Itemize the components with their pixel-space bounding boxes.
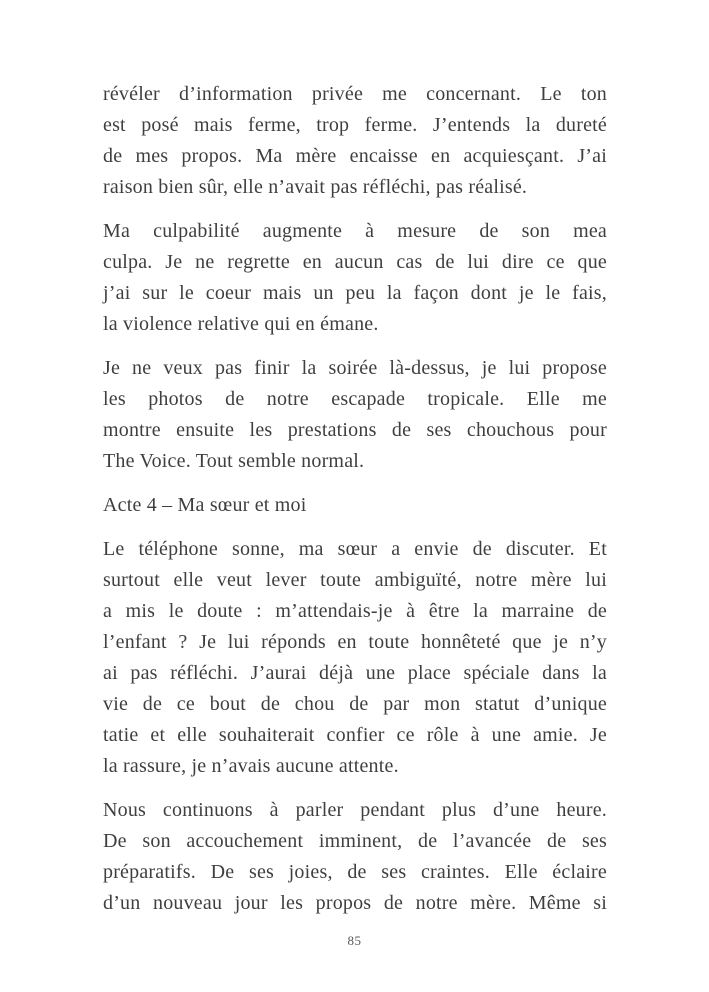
paragraph: [103, 79, 607, 203]
page-text: [103, 79, 607, 932]
text-line: Acte 4 – Ma sœur et moi: [103, 494, 307, 516]
text-line: tatie et elle souhaiterait confier ce rôle à une amie. Je: [103, 724, 607, 746]
text-line: vie de ce bout de chou de par mon statut d’unique: [103, 693, 607, 715]
text-line: la rassure, je n’avais aucune attente.: [103, 755, 399, 777]
paragraph: [103, 216, 607, 340]
text-line: la violence relative qui en émane.: [103, 313, 379, 335]
text-line: surtout elle veut lever toute ambiguïté, notre mère lui: [103, 569, 607, 591]
text-line: est posé mais ferme, trop ferme. J’entends la dureté: [103, 114, 607, 136]
text-line: raison bien sûr, elle n’avait pas réfléchi, pas réalisé.: [103, 176, 528, 198]
text-line: l’enfant ? Je lui réponds en toute honnêteté que je n’y: [103, 631, 607, 653]
text-line: préparatifs. De ses joies, de ses craintes. Elle éclaire: [103, 861, 607, 883]
text-line: Je ne veux pas finir la soirée là-dessus, je lui propose: [103, 357, 607, 379]
section-heading: [103, 490, 607, 521]
text-line: révéler d’information privée me concernant. Le ton: [103, 83, 607, 105]
text-line: d’un nouveau jour les propos de notre mère. Même si: [103, 892, 607, 914]
paragraph: [103, 534, 607, 782]
text-line: De son accouchement imminent, de l’avancée de ses: [103, 830, 607, 852]
text-line: les photos de notre escapade tropicale. Elle me: [103, 388, 607, 410]
text-line: The Voice. Tout semble normal.: [103, 450, 365, 472]
paragraph: [103, 353, 607, 477]
text-line: ai pas réfléchi. J’aurai déjà une place spéciale dans la: [103, 662, 607, 684]
text-line: de mes propos. Ma mère encaisse en acquiesçant. J’ai: [103, 145, 607, 167]
text-line: j’ai sur le coeur mais un peu la façon dont je le fais,: [103, 282, 607, 304]
text-line: Le téléphone sonne, ma sœur a envie de discuter. Et: [103, 538, 607, 560]
text-line: a mis le doute : m’attendais-je à être la marraine de: [103, 600, 607, 622]
text-line: montre ensuite les prestations de ses chouchous pour: [103, 419, 607, 441]
text-line: Nous continuons à parler pendant plus d’une heure.: [103, 799, 607, 821]
page-footer: [0, 932, 709, 950]
paragraph: [103, 795, 607, 919]
page-number: 85: [347, 933, 362, 948]
text-line: culpa. Je ne regrette en aucun cas de lui dire ce que: [103, 251, 607, 273]
text-line: Ma culpabilité augmente à mesure de son mea: [103, 220, 607, 242]
